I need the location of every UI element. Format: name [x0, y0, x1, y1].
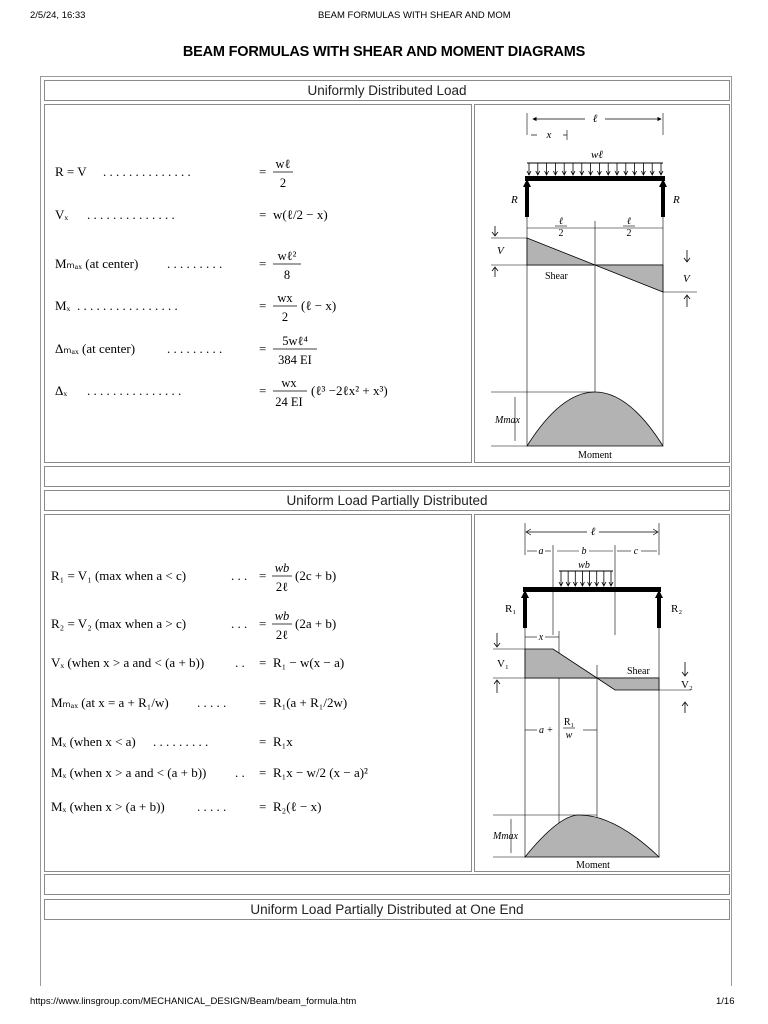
load-arrow — [602, 571, 606, 586]
shear-v2: V₂ — [681, 679, 693, 691]
reaction-r2: R₂ — [671, 603, 683, 615]
formula-lhs: Δₓ — [55, 383, 68, 398]
diagram-cell-uniform-load — [474, 104, 730, 463]
formula-denominator: 2ℓ — [275, 628, 289, 642]
formula-equals: = — [259, 256, 267, 271]
section-title-partial-load-one-end: Uniform Load Partially Distributed at One End — [44, 899, 730, 920]
formula-denominator: 2ℓ — [275, 580, 289, 594]
formula-row — [51, 734, 293, 749]
diagram-cell-partial-load — [474, 514, 730, 872]
shear-area-negative — [595, 265, 663, 292]
load-arrow — [615, 163, 619, 175]
beam-diagram-partial-load — [475, 515, 729, 871]
mmax-label: Mmax — [493, 831, 518, 842]
load-arrow — [641, 163, 645, 175]
formula-tail: (ℓ³ −2ℓx² + x³) — [311, 383, 388, 398]
load-label: wℓ — [591, 149, 603, 161]
load-arrow — [553, 163, 557, 175]
moment-area — [527, 392, 663, 446]
formula-row — [51, 655, 344, 670]
c-label: c — [633, 546, 639, 557]
spacer-row — [44, 466, 730, 487]
load-arrow — [597, 163, 601, 175]
formula-rhs: R₁ − w(x − a) — [273, 655, 345, 670]
formula-lhs: Vₓ — [55, 207, 69, 222]
formula-equals: = — [259, 765, 267, 780]
formula-dots: . . . . . . . . . . . . . . — [103, 164, 191, 179]
reaction-right: R — [673, 194, 680, 206]
load-arrow — [580, 163, 584, 175]
formula-row — [55, 376, 388, 409]
formula-dots: . . . . . . . . . — [167, 256, 223, 271]
reaction-r1: R₁ — [505, 603, 517, 615]
shear-label: Shear — [627, 666, 650, 677]
formula-equals: = — [259, 207, 267, 222]
formula-equals: = — [259, 655, 267, 670]
formula-lhs: Mₘₐₓ (at center) — [55, 256, 139, 271]
formula-numerator: wb — [274, 609, 290, 623]
load-arrow — [559, 571, 563, 586]
formula-dots: . . . . . . . . . . . . . . . . — [77, 298, 178, 313]
formula-numerator: wℓ² — [277, 249, 297, 263]
formula-tail: (2c + b) — [295, 568, 337, 583]
formula-rhs: R₂(ℓ − x) — [273, 799, 322, 814]
formula-denominator: 2 — [281, 310, 289, 324]
formula-dots: . . . . . . . . . . . . . . — [87, 207, 175, 222]
load-arrow — [571, 163, 575, 175]
formula-row — [55, 249, 301, 282]
span-label: ℓ — [590, 526, 596, 538]
load-arrow — [609, 571, 613, 586]
formula-row — [55, 291, 336, 324]
formula-numerator: wx — [277, 291, 293, 305]
formula-rhs: R₁x — [273, 734, 293, 749]
formula-row — [55, 334, 317, 367]
x-label: x — [546, 129, 552, 141]
half-span-den: 2 — [558, 228, 564, 239]
partial-distributed-load — [559, 571, 613, 586]
section-title-uniform-load: Uniformly Distributed Load — [44, 80, 730, 101]
formula-row — [51, 561, 336, 594]
formula-equals: = — [259, 734, 267, 749]
load-arrow — [580, 571, 584, 586]
load-arrow — [606, 163, 610, 175]
print-datetime: 2/5/24, 16:33 — [30, 10, 86, 21]
spacer-row — [44, 874, 730, 895]
load-arrow — [624, 163, 628, 175]
formula-denominator: 8 — [283, 268, 291, 282]
formula-dots: . . . . . — [197, 695, 227, 710]
load-arrow — [566, 571, 570, 586]
load-arrow — [573, 571, 577, 586]
formula-numerator: wℓ — [275, 157, 291, 171]
formula-lhs: Mₘₐₓ (at x = a + R₁/w) — [51, 695, 169, 710]
a-label: a — [538, 546, 544, 557]
formula-dots: . . — [235, 655, 245, 670]
formula-dots: . . . . . . . . . — [153, 734, 209, 749]
load-arrow — [536, 163, 540, 175]
load-arrow — [595, 571, 599, 586]
formula-numerator: wx — [281, 376, 297, 390]
formula-cell-partial-load — [44, 514, 472, 872]
b-label: b — [581, 546, 587, 557]
formula-row — [51, 609, 336, 642]
load-arrow — [527, 163, 531, 175]
formula-lhs: Mₓ (when x > (a + b)) — [51, 799, 165, 814]
section-title-partial-load: Uniform Load Partially Distributed — [44, 490, 730, 511]
r1-over-label: R₁ — [563, 717, 575, 728]
shear-area-positive — [527, 238, 595, 265]
formula-denominator: 384 EI — [278, 353, 312, 367]
formula-equals: = — [259, 799, 267, 814]
load-arrow — [562, 163, 566, 175]
formula-rhs: R₁x − w/2 (x − a)² — [273, 765, 368, 780]
formula-equals: = — [259, 298, 267, 313]
formula-lhs: Mₓ — [55, 298, 71, 313]
moment-label: Moment — [576, 860, 610, 871]
formula-tail: (2a + b) — [295, 616, 337, 631]
shear-v1: V₁ — [497, 658, 509, 670]
formula-lhs: R = V — [55, 164, 87, 179]
a-plus-label: a + — [539, 725, 554, 736]
distributed-load — [527, 163, 663, 175]
half-span-num: ℓ — [558, 216, 564, 227]
page-number: 1/16 — [716, 996, 735, 1007]
formula-denominator: 24 EI — [275, 395, 303, 409]
formula-equals: = — [259, 383, 267, 398]
formula-tail: (ℓ − x) — [301, 298, 337, 313]
shear-v-right: V — [683, 273, 690, 285]
formula-dots: . . — [235, 765, 245, 780]
print-header-title: BEAM FORMULAS WITH SHEAR AND MOM — [318, 10, 511, 21]
formula-row — [51, 799, 321, 814]
w-label: w — [565, 730, 573, 741]
x-label: x — [538, 632, 544, 643]
shear-v-left: V — [497, 245, 504, 257]
page-title: BEAM FORMULAS WITH SHEAR AND MOMENT DIAGRAMS — [182, 44, 586, 60]
beam — [525, 176, 665, 181]
formula-numerator: wb — [274, 561, 290, 575]
formula-dots: . . . . . — [197, 799, 227, 814]
half-span-den: 2 — [626, 228, 632, 239]
footer-url[interactable]: https://www.linsgroup.com/MECHANICAL_DESIGN/Beam/beam_formula.htm — [30, 996, 357, 1007]
formula-lhs: R₁ = V₁ (max when a < c) — [51, 568, 187, 583]
formula-rhs: R₁(a + R₁/2w) — [273, 695, 348, 710]
shear-label: Shear — [545, 271, 568, 282]
shear-area-negative — [597, 678, 659, 690]
moment-label: Moment — [578, 450, 612, 461]
load-arrow — [588, 571, 592, 586]
beam — [523, 587, 661, 592]
mmax-label: Mmax — [495, 415, 520, 426]
reaction-left: R — [511, 194, 518, 206]
formula-lhs: Vₓ (when x > a and < (a + b)) — [51, 655, 205, 670]
formula-dots: . . . . . . . . . — [167, 341, 223, 356]
load-arrow — [659, 163, 663, 175]
formula-numerator: 5wℓ⁴ — [282, 334, 308, 348]
formula-lhs: R₂ = V₂ (max when a > c) — [51, 616, 187, 631]
load-arrow — [545, 163, 549, 175]
formula-row — [55, 207, 328, 222]
formula-lhs: Mₓ (when x < a) — [51, 734, 136, 749]
load-arrow — [650, 163, 654, 175]
shear-area-positive — [525, 649, 597, 678]
moment-area — [525, 815, 659, 857]
formula-dots: . . . . . . . . . . . . . . . — [87, 383, 182, 398]
load-arrow — [633, 163, 637, 175]
formula-equals: = — [259, 695, 267, 710]
load-arrow — [589, 163, 593, 175]
formula-denominator: 2 — [279, 176, 287, 190]
formula-lhs: Δₘₐₓ (at center) — [55, 341, 136, 356]
formula-dots: . . . — [231, 616, 248, 631]
formulas-uniform-load — [45, 105, 471, 462]
formula-row — [51, 695, 347, 710]
span-label: ℓ — [592, 113, 598, 125]
formulas-partial-load — [45, 515, 471, 871]
formula-cell-uniform-load — [44, 104, 472, 463]
formula-dots: . . . — [231, 568, 248, 583]
formula-equals: = — [259, 568, 267, 583]
formula-equals: = — [259, 164, 267, 179]
formula-row — [55, 157, 293, 190]
formula-row — [51, 765, 368, 780]
beam-diagram-uniform-load — [475, 105, 729, 462]
formula-lhs: Mₓ (when x > a and < (a + b)) — [51, 765, 207, 780]
load-label: wb — [578, 560, 590, 571]
half-span-num: ℓ — [626, 216, 632, 227]
formula-equals: = — [259, 341, 267, 356]
formula-rhs: w(ℓ/2 − x) — [273, 207, 328, 222]
formula-equals: = — [259, 616, 267, 631]
